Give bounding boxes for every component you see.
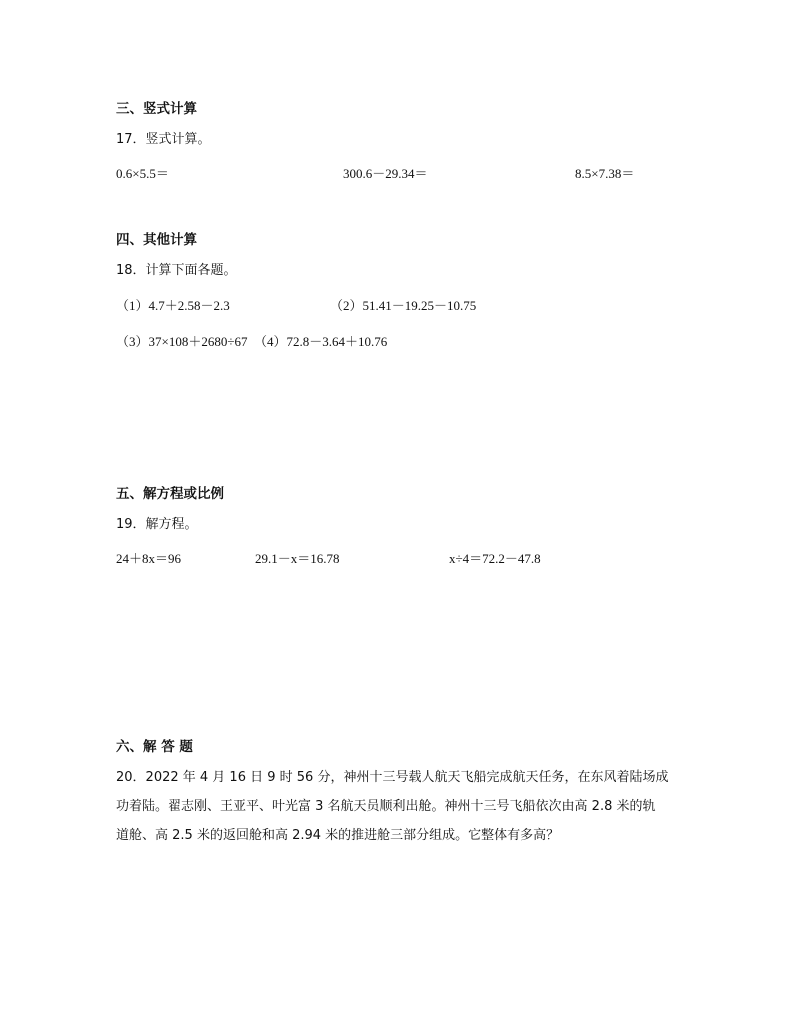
question-20-line-3: 道舱、高 2.5 米的返回舱和高 2.94 米的推进舱三部分组成。它整体有多高？: [116, 828, 560, 843]
calc-item-1: 0.6×5.5＝: [116, 166, 169, 181]
equation-3: x÷4＝72.2－47.8: [449, 551, 541, 566]
question-18: 18．计算下面各题。: [116, 263, 237, 278]
question-19: 19．解方程。: [116, 517, 198, 532]
calc-item-2: 300.6－29.34＝: [343, 166, 428, 181]
question-20-line-2: 功着陆。翟志刚、王亚平、叶光富 3 名航天员顺利出舱。神州十三号飞船依次由高 2.8 米的轨: [116, 799, 656, 814]
question-20: [116, 763, 686, 850]
question-20-line-1: 20．2022 年 4 月 16 日 9 时 56 分，神州十三号载人航天飞船完成航天任务，在东风着陆场成: [116, 770, 669, 785]
calc-problem-1: （1）4.7＋2.58－2.3: [116, 298, 230, 313]
calc-problems-3-4: （3）37×108＋2680÷67 （4）72.8－3.64＋10.76: [116, 334, 388, 349]
section-heading-equations: 五、解方程或比例: [116, 486, 224, 502]
section-heading-word-problems: 六、解 答 题: [116, 739, 193, 755]
equation-2: 29.1－x＝16.78: [255, 551, 340, 566]
section-heading-other-calc: 四、其他计算: [116, 232, 197, 248]
equation-1: 24＋8x＝96: [116, 551, 182, 566]
question-17: 17．竖式计算。: [116, 132, 211, 147]
calc-item-3: 8.5×7.38＝: [575, 166, 635, 181]
section-heading-vertical-calc: 三、竖式计算: [116, 101, 197, 117]
calc-problem-2: （2）51.41－19.25－10.75: [330, 298, 477, 313]
